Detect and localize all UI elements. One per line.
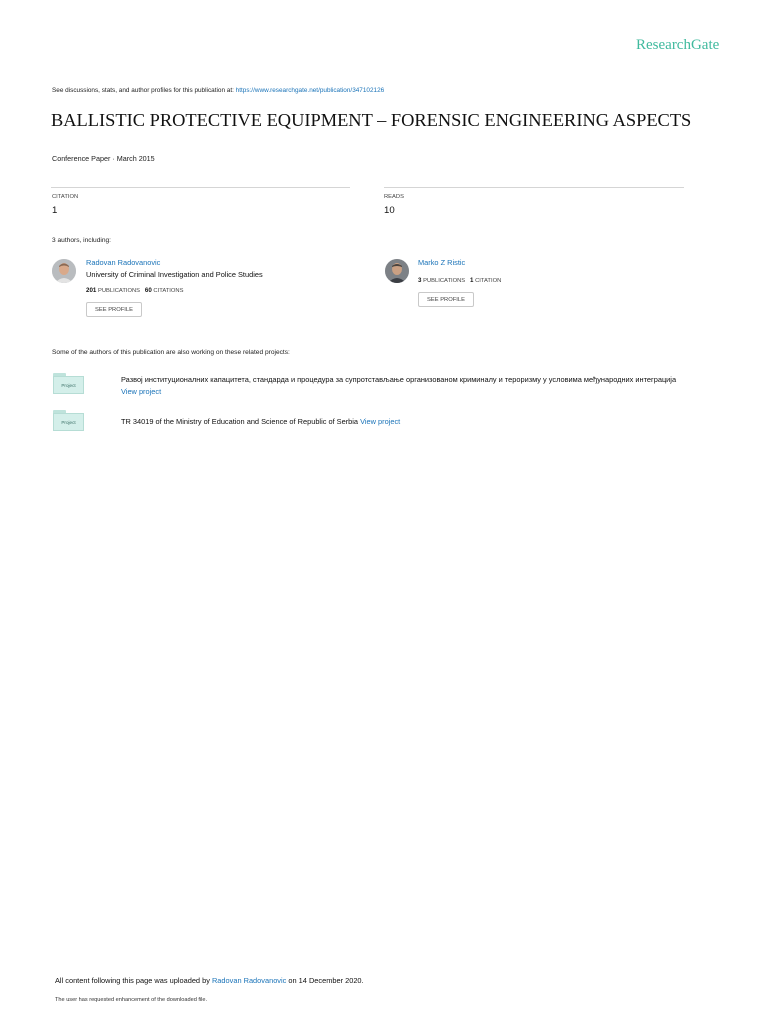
publication-url-link[interactable]: https://www.researchgate.net/publication/347102126 [235, 87, 385, 94]
discussions-prefix: See discussions, stats, and author profiles for this publication at: [52, 87, 234, 94]
publications-count: 3 [418, 277, 422, 284]
project-description [121, 416, 689, 428]
enhancement-note: The user has requested enhancement of the downloaded file. [55, 997, 208, 1003]
related-projects-label: Some of the authors of this publication are also working on these related projects: [52, 349, 290, 356]
project-icon-label: Project [53, 376, 84, 394]
author-institution: University of Criminal Investigation and Police Studies [86, 270, 263, 279]
citations-count: 60 [144, 287, 152, 294]
author-stats [418, 277, 501, 284]
avatar-photo-icon [385, 259, 409, 283]
paper-title: BALLISTIC PROTECTIVE EQUIPMENT – FORENSIC ENGINEERING ASPECTS [51, 110, 692, 130]
author-name-link[interactable]: Marko Z Ristic [418, 258, 466, 267]
project-icon-label: Project [53, 413, 84, 431]
see-profile-button[interactable]: SEE PROFILE [86, 302, 142, 317]
citations-label: CITATIONS [153, 288, 184, 294]
avatar-photo-icon [52, 259, 76, 283]
view-project-link[interactable]: View project [360, 417, 401, 426]
see-profile-button[interactable]: SEE PROFILE [418, 292, 474, 307]
upload-prefix: All content following this page was uploaded by [55, 976, 210, 985]
project-folder-icon[interactable] [53, 410, 84, 432]
author-name-link[interactable]: Radovan Radovanovic [86, 258, 161, 267]
citations-label: CITATION [475, 278, 502, 284]
project-title: TR 34019 of the Ministry of Education and Science of Republic of Serbia [121, 417, 359, 426]
view-project-link[interactable]: View project [121, 387, 162, 396]
upload-notice [55, 976, 364, 985]
avatar[interactable] [52, 259, 76, 283]
project-folder-icon[interactable] [53, 373, 84, 395]
avatar[interactable] [385, 259, 409, 283]
publications-label: PUBLICATIONS [423, 278, 466, 284]
author-stats [86, 287, 183, 294]
reads-label: READS [384, 194, 404, 200]
citation-label: CITATION [52, 194, 79, 200]
reads-count: 10 [384, 205, 395, 216]
citations-count: 1 [470, 277, 474, 284]
project-title: Развој институционалних капацитета, стандарда и процедура за супротстављање организованом криминалу и тероризму у условима међународних интеграција [121, 375, 677, 384]
researchgate-logo[interactable]: ResearchGate [636, 37, 720, 53]
citation-count: 1 [52, 205, 58, 216]
authors-label: 3 authors, including: [52, 237, 112, 244]
publications-count: 201 [86, 287, 97, 294]
citation-divider [51, 187, 350, 188]
paper-meta: Conference Paper · March 2015 [52, 154, 155, 163]
uploader-link[interactable]: Radovan Radovanovic [211, 976, 287, 985]
project-description [121, 374, 689, 398]
upload-date: on 14 December 2020. [288, 976, 364, 985]
reads-divider [384, 187, 684, 188]
publications-label: PUBLICATIONS [97, 288, 141, 294]
discussions-notice [52, 87, 384, 94]
